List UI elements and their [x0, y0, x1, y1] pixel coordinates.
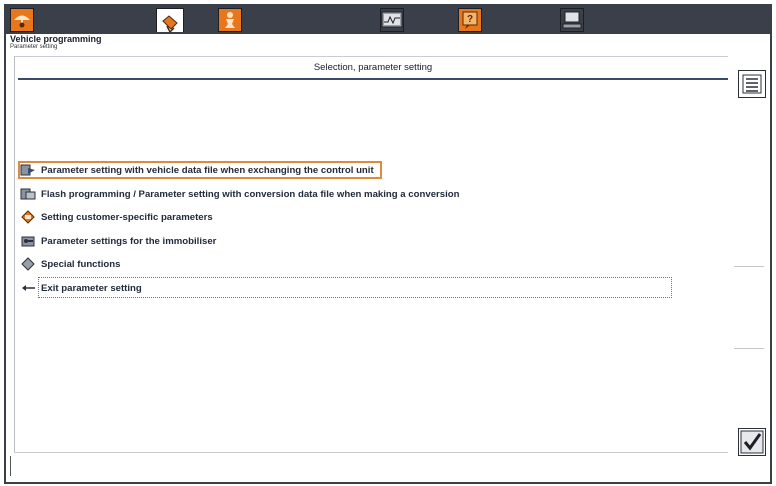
customer-parameters-icon	[20, 210, 36, 224]
exit-arrow-icon	[20, 281, 36, 295]
person-down-icon	[219, 9, 241, 31]
tab-guided[interactable]	[218, 8, 242, 32]
top-toolbar	[4, 4, 772, 32]
confirm-button[interactable]	[738, 428, 766, 456]
computer-icon	[561, 9, 583, 31]
tab-help[interactable]	[458, 8, 482, 32]
scale-tick	[734, 348, 764, 349]
panel-top-border	[14, 56, 728, 57]
menu-item-customer-parameters[interactable]	[20, 208, 213, 226]
page-subtitle: Parameter setting	[10, 44, 58, 50]
special-functions-icon	[20, 257, 36, 271]
list-view-button[interactable]	[738, 70, 766, 98]
panel-left-border	[14, 56, 15, 452]
svg-text:?: ?	[466, 14, 474, 25]
menu-item-flash-programming[interactable]	[20, 185, 460, 203]
menu-item-label: Setting customer-specific parameters	[41, 211, 213, 223]
menu-item-label: Flash programming / Parameter setting with conversion data file when making a conversion	[41, 188, 460, 200]
exit-focus-outline	[38, 277, 672, 298]
immobiliser-icon	[20, 234, 36, 248]
menu-item-immobiliser[interactable]	[20, 232, 216, 250]
section-heading: Selection, parameter setting	[313, 62, 433, 73]
checkmark-icon	[740, 430, 764, 454]
help-icon	[459, 9, 481, 31]
menu-item-label: Parameter settings for the immobiliser	[41, 235, 217, 247]
menu-item-label: Special functions	[41, 258, 121, 270]
vehicle-data-file-icon	[20, 163, 36, 177]
section-divider	[18, 78, 728, 80]
tab-measuring[interactable]	[380, 8, 404, 32]
menu-item-vehicle-data-file[interactable]	[18, 161, 382, 179]
tab-admin[interactable]	[560, 8, 584, 32]
oscilloscope-icon	[381, 9, 403, 31]
menu-item-label: Parameter setting with vehicle data file when exchanging the control unit	[41, 164, 374, 176]
menu-item-special-functions[interactable]	[20, 255, 120, 273]
tab-home[interactable]	[10, 8, 34, 32]
panel-bottom-border	[14, 452, 728, 453]
status-cursor	[10, 456, 11, 476]
umbrella-home-icon	[11, 9, 33, 31]
scale-tick	[734, 266, 764, 267]
menu-item-label: Exit parameter setting	[41, 282, 142, 294]
page-title: Vehicle programming	[10, 34, 102, 44]
list-icon	[741, 73, 763, 95]
flash-programming-icon	[20, 187, 36, 201]
